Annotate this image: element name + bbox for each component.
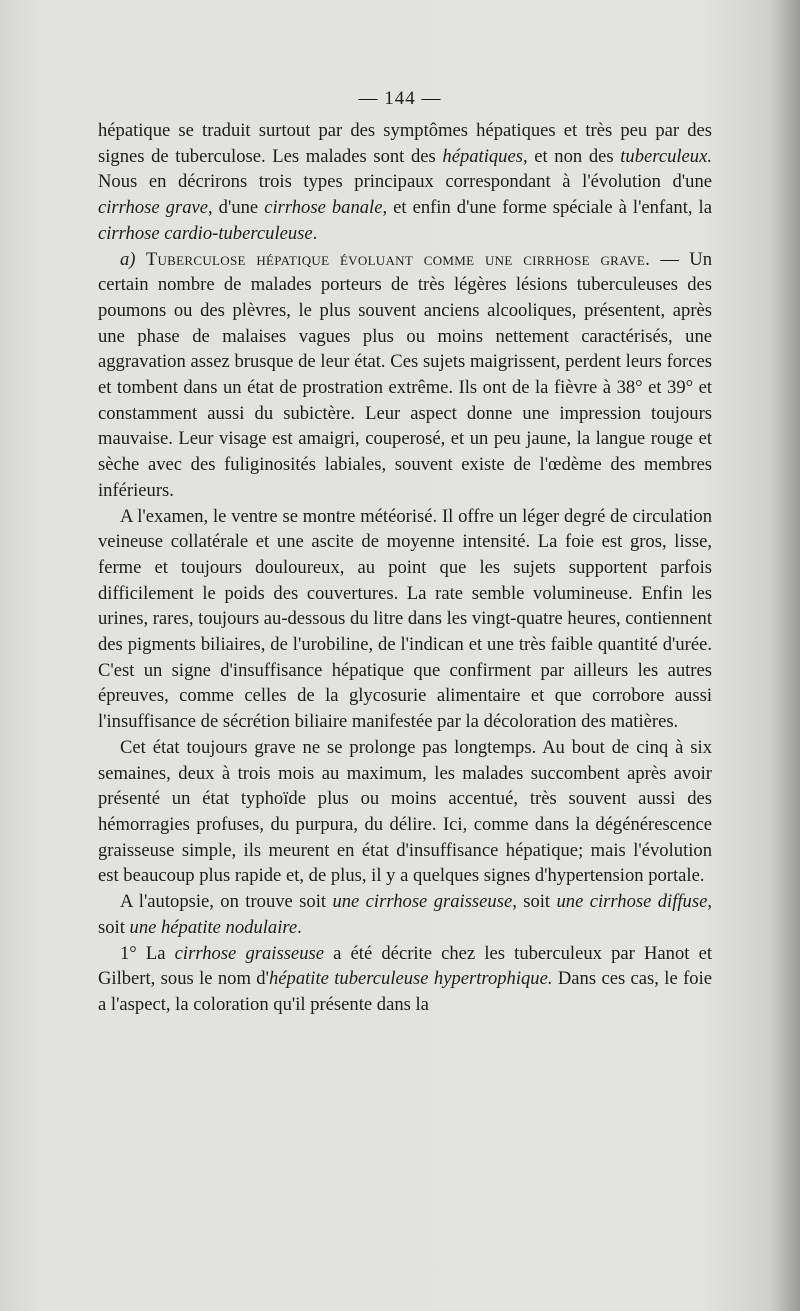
italic-text: tuberculeux. <box>620 145 712 167</box>
italic-text: une cirrhose diffuse <box>556 891 708 913</box>
text-run: , et enfin d'une forme spéciale à l'enfant, la <box>382 197 712 219</box>
text-run: A l'examen, le ventre se montre météorisé. Il offre un léger degré de circulation veineuse collatérale et une ascite de moyenne intensité. La foie est gros, lisse, ferme et toujours douloureux, au point que les sujets supportent parfois difficilement le poids des couvertures. La rate semble volumineuse. Enfin les urines, rares, toujours au-dessous du litre dans les vingt-quatre heures, contiennent des pigments biliaires, de l'urobiline, de l'indican et une très faible quantité d'urée. C'est un signe d'insuffisance hépatique que confirment par ailleurs les autres épreuves, comme celles de la glycosurie alimentaire et que corrobore aussi l'insuffisance de sécrétion biliaire manifestée par la décoloration des matières. <box>98 505 712 733</box>
paragraph <box>98 247 712 504</box>
page-number: — 144 — <box>358 88 442 109</box>
text-run: 1° La <box>120 942 175 964</box>
text-run: , d'une <box>208 197 265 219</box>
paragraph <box>98 504 712 735</box>
text-run <box>136 249 146 270</box>
italic-text: cirrhose cardio-tuberculeuse <box>98 222 313 244</box>
italic-text: cirrhose grave <box>98 197 208 219</box>
text-run: a été décrite chez les tuberculeux par Hanot et Gilbert, sous le nom d' <box>98 942 713 990</box>
italic-text: cirrhose banale <box>264 197 383 219</box>
text-run: hépatique se traduit surtout par des symptômes hépatiques et très peu par des signes de tuberculose. Les malades sont des <box>98 120 712 167</box>
paragraph <box>98 118 712 247</box>
body-text <box>98 118 712 1018</box>
section-heading: Tuberculose hépatique évoluant comme une cirrhose grave. <box>145 248 651 270</box>
text-run: , soit <box>98 891 712 938</box>
text-run: Dans ces cas, le foie a l'aspect, la coloration qu'il présente dans la <box>98 968 712 1015</box>
italic-text: une cirrhose graisseuse <box>332 891 513 913</box>
paragraph <box>98 889 712 940</box>
text-run: . <box>297 916 302 938</box>
paragraph <box>98 941 712 1018</box>
paragraph <box>98 735 712 889</box>
text-run: — Un certain nombre de malades porteurs de très légères lésions tuberculeuses des poumons ou des plèvres, le plus souvent anciens alcooliques, présentent, après une phase de malaises vagues plus ou moins nettement caractérisés, une aggravation assez brusque de leur état. Ces sujets maigrissent, perdent leurs forces et tombent dans un état de prostration extrême. Ils ont de la fièvre à 38° et 39° et constamment aussi du subictère. Leur aspect donne une impression toujours mauvaise. Leur visage est amaigri, couperosé, et un peu jaune, la langue rouge et sèche avec des fuliginosités labiales, souvent existe de l'œdème des membres inférieurs. <box>98 248 712 501</box>
italic-text: hépatite tuberculeuse hypertrophique. <box>268 968 553 990</box>
italic-text: a) <box>120 248 136 270</box>
text-run: Nous en décrirons trois types principaux correspondant à l'évolution d'une <box>98 171 712 193</box>
italic-text: hépatiques <box>442 145 523 167</box>
text-run: , soit <box>512 891 557 913</box>
italic-text: cirrhose graisseuse <box>174 942 324 964</box>
text-run: . <box>312 222 318 244</box>
text-run: A l'autopsie, on trouve soit <box>120 891 333 913</box>
text-run: Cet état toujours grave ne se prolonge pas longtemps. Au bout de cinq à six semaines, deux à trois mois au maximum, les malades succombent après avoir présenté un état typhoïde plus ou moins accentué, très souvent aussi des hémorragies profuses, du purpura, du délire. Ici, comme dans la dégénérescence graisseuse simple, ils meurent en état d'insuffisance hépatique; mais l'évolution est beaucoup plus rapide et, de plus, il y a quelques signes d'hypertension portale. <box>98 736 712 887</box>
italic-text: une hépatite nodulaire <box>129 916 298 938</box>
text-run: , et non des <box>522 145 621 167</box>
